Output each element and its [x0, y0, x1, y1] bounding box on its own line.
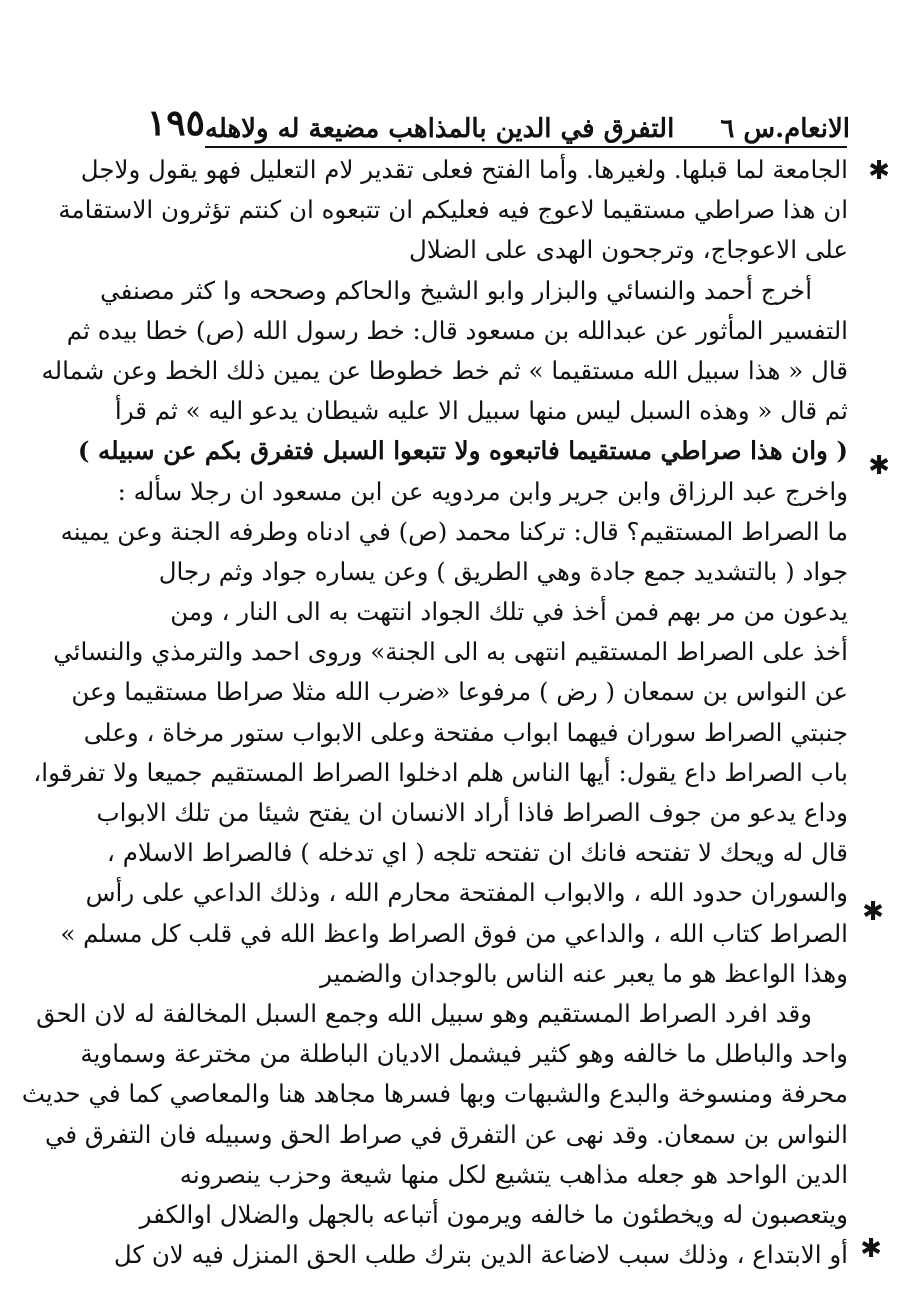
header-section-ref: الانعام.س ٦: [720, 114, 850, 144]
text-line: ما الصراط المستقيم؟ قال: تركنا محمد (ص) في ادناه وطرفه الجنة وعن يمينه: [60, 516, 848, 546]
text-line: أخذ على الصراط المستقيم انتهى به الى الجنة» وروى احمد والترمذي والنسائي: [53, 637, 848, 667]
text-line: واحد والباطل ما خالفه وهو كثير فيشمل الاديان الباطلة من مخترعة وسماوية: [80, 1039, 848, 1069]
text-line: جنبتي الصراط سوران فيهما ابواب مفتحة وعلى الابواب ستور مرخاة ، وعلى: [83, 717, 848, 747]
margin-asterisk-icon: ✱: [868, 451, 890, 481]
text-line: جواد ( بالتشديد جمع جادة وهي الطريق ) وعن يساره جواد وثم رجال: [158, 556, 848, 586]
text-line: ويتعصبون له ويخطئون ما خالفه ويرمون أتباعه بالجهل والضلال اوالكفر: [139, 1199, 848, 1229]
text-line: باب الصراط داع يقول: أيها الناس هلم ادخلوا الصراط المستقيم جميعا ولا تفرقوا،: [33, 757, 848, 787]
text-line: والسوران حدود الله ، والابواب المفتحة محارم الله ، وذلك الداعي على رأس: [85, 878, 848, 908]
text-line: واخرج عبد الرزاق وابن جرير وابن مردويه عن ابن مسعود ان رجلا سأله :: [117, 476, 848, 506]
text-line: على الاعوجاج، وترجحون الهدى على الضلال: [409, 235, 848, 265]
text-line: وداع يدعو من جوف الصراط فاذا أراد الانسان ان يفتح شيئا من تلك الابواب: [96, 798, 848, 827]
text-line: النواس بن سمعان. وقد نهى عن التفرق في صراط الحق وسبيله فان التفرق في: [44, 1119, 848, 1149]
text-line: أو الابتداع ، وذلك سبب لاضاعة الدين بترك طلب الحق المنزل فيه لان كل: [113, 1240, 848, 1270]
margin-asterisk-icon: ✱: [862, 897, 884, 927]
text-line: قال « هذا سبيل الله مستقيما » ثم خط خطوطا عن يمين ذلك الخط وعن شماله: [41, 355, 848, 385]
text-line: وهذا الواعظ هو ما يعبر عنه الناس بالوجدان والضمير: [320, 958, 848, 988]
text-line: ان هذا صراطي مستقيما لاعوج فيه فعليكم ان تتبعوه ان كنتم تؤثرون الاستقامة: [58, 195, 848, 225]
running-header: [146, 96, 850, 144]
text-line: قال له ويحك لا تفتحه فانك ان تفتحه تلجه ( اي تدخله ) فالصراط الاسلام ،: [107, 838, 848, 868]
text-line: يدعون من مر بهم فمن أخذ في تلك الجواد انتهت به الى النار ، ومن: [170, 597, 848, 627]
margin-asterisk-icon: ✱: [868, 156, 890, 186]
margin-asterisk-icon: ✱: [860, 1234, 882, 1264]
text-line: التفسير المأثور عن عبدالله بن مسعود قال: خط رسول الله (ص) خطا بيده ثم: [66, 315, 848, 345]
text-line: عن النواس بن سمعان ( رض ) مرفوعا «ضرب الله مثلا صراطا مستقيما وعن: [71, 677, 848, 707]
header-rule: [205, 146, 847, 148]
body-text: [21, 150, 848, 1275]
text-line: الدين الواحد هو جعله مذاهب يتشيع لكل منها شيعة وحزب ينصرونه: [179, 1159, 848, 1189]
header-title: التفرق في الدين بالمذاهب مضيعة له ولاهله: [204, 114, 675, 144]
text-line: محرفة ومنسوخة والبدع والشبهات وبها فسرها مجاهد هنا والمعاصي كما في حديث: [21, 1079, 848, 1109]
text-line: أخرج أحمد والنسائي والبزار وابو الشيخ والحاكم وصححه وا كثر مصنفي: [100, 275, 812, 305]
text-line: ( وان هذا صراطي مستقيما فاتبعوه ولا تتبعوا السبل فتفرق بكم عن سبيله ): [77, 436, 848, 466]
text-line: ثم قال « وهذه السبل ليس منها سبيل الا عليه شيطان يدعو اليه » ثم قرأ: [114, 396, 848, 426]
text-line: الجامعة لما قبلها. ولغيرها. وأما الفتح فعلى تقدير لام التعليل فهو يقول ولاجل: [80, 155, 848, 184]
text-line: وقد افرد الصراط المستقيم وهو سبيل الله وجمع السبل المخالفة له لان الحق: [36, 998, 812, 1028]
text-line: الصراط كتاب الله ، والداعي من فوق الصراط واعظ الله في قلب كل مسلم »: [60, 918, 848, 948]
page-number: ١٩٥: [146, 102, 205, 144]
